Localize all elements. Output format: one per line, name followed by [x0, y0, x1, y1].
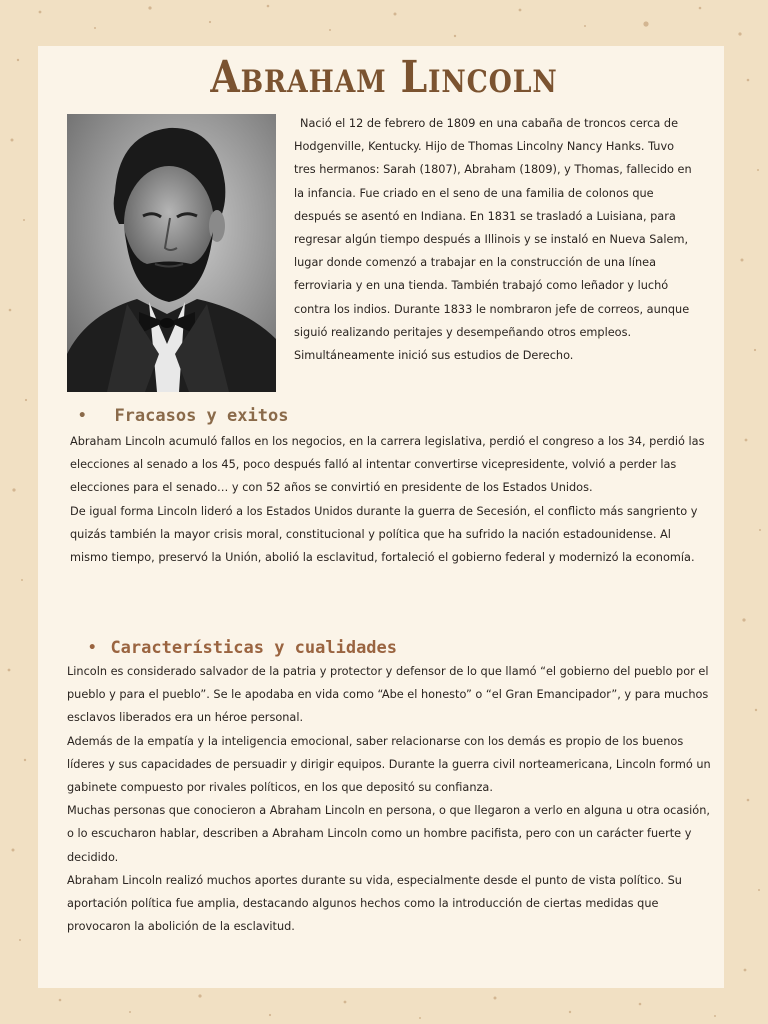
- section-paragraph: Lincoln es considerado salvador de la patria y protector y defensor de lo que llamó “el gobierno del pueblo por el pueblo y para el pueblo”. Se le apodaba en vida como “Abe el honesto” o “el Gran Emancipador”, y para muchos esclavos liberados era un héroe personal.: [67, 665, 709, 725]
- bullet-icon: •: [78, 408, 87, 424]
- intro-paragraph: Nació el 12 de febrero de 1809 en una cabaña de troncos cerca de Hodgenville, Kentucky. Hijo de Thomas Lincolny Nancy Hanks. Tuvo tres hermanos: Sarah (1807), Abraham (1809), y Thomas, fallecido en la infancia. Fue criado en el seno de una familia de colonos que después se asentó en Indiana. En 1831 se trasladó a Luisiana, para regresar algún tiempo después a Illinois y se instaló en Nueva Salem, lugar donde comenzó a trabajar en la construcción de una línea ferroviaria y en una tienda. También trabajó como leñador y luchó contra los indios. Durante 1833 le nombraron jefe de correos, aunque siguió realizando peritajes y desempeñando otros empleos. Simultáneamente inició sus estudios de Derecho.: [294, 117, 692, 363]
- section-paragraph: Abraham Lincoln realizó muchos aportes durante su vida, especialmente desde el punto de vista político. Su aportación política fue amplia, destacando algunos hechos como la introducción de ciertas medidas que provocaron la abolición de la esclavitud.: [67, 873, 682, 934]
- section-paragraph: Abraham Lincoln acumuló fallos en los negocios, en la carrera legislativa, perdió el congreso a los 34, perdió las elecciones al senado a los 45, poco después falló al intentar convertirse vicepresidente, volvió a perder las elecciones para el senado… y con 52 años se convirtió en presidente de los Estados Unidos.: [70, 435, 705, 495]
- section-heading-label: Características y cualidades: [110, 638, 398, 658]
- section-paragraph: Además de la empatía y la inteligencia emocional, saber relacionarse con los demás es propio de los buenos líderes y sus capacidades de persuadir y dirigir equipos. Durante la guerra civil norteamericana, Lincoln formó un gabinete compuesto por rivales políticos, en los que depositó su confianza.: [67, 734, 711, 795]
- bullet-icon: •: [88, 640, 97, 656]
- section-heading-label: Fracasos y exitos: [114, 406, 289, 426]
- section-heading-caracteristicas: [88, 638, 397, 658]
- section-paragraph: Muchas personas que conocieron a Abraham Lincoln en persona, o que llegaron a verlo en alguna u otra ocasión, o lo escucharon hablar, describen a Abraham Lincoln como un hombre pacifista, pero con un carácter fuerte y decidido.: [67, 804, 710, 864]
- page-title: Abraham Lincoln: [210, 52, 558, 103]
- section-heading-fracasos: [78, 406, 288, 426]
- section-paragraph: De igual forma Lincoln lideró a los Estados Unidos durante la guerra de Secesión, el conflicto más sangriento y quizás también la mayor crisis moral, constitucional y política que ha sufrido la nación estadounidense. Al mismo tiempo, preservó la Unión, abolió la esclavitud, fortaleció el gobierno federal y modernizó la economía.: [70, 504, 698, 565]
- section-body-caracteristicas: [67, 660, 712, 938]
- section-body-fracasos: [70, 430, 710, 569]
- lincoln-portrait-photo: [67, 114, 276, 392]
